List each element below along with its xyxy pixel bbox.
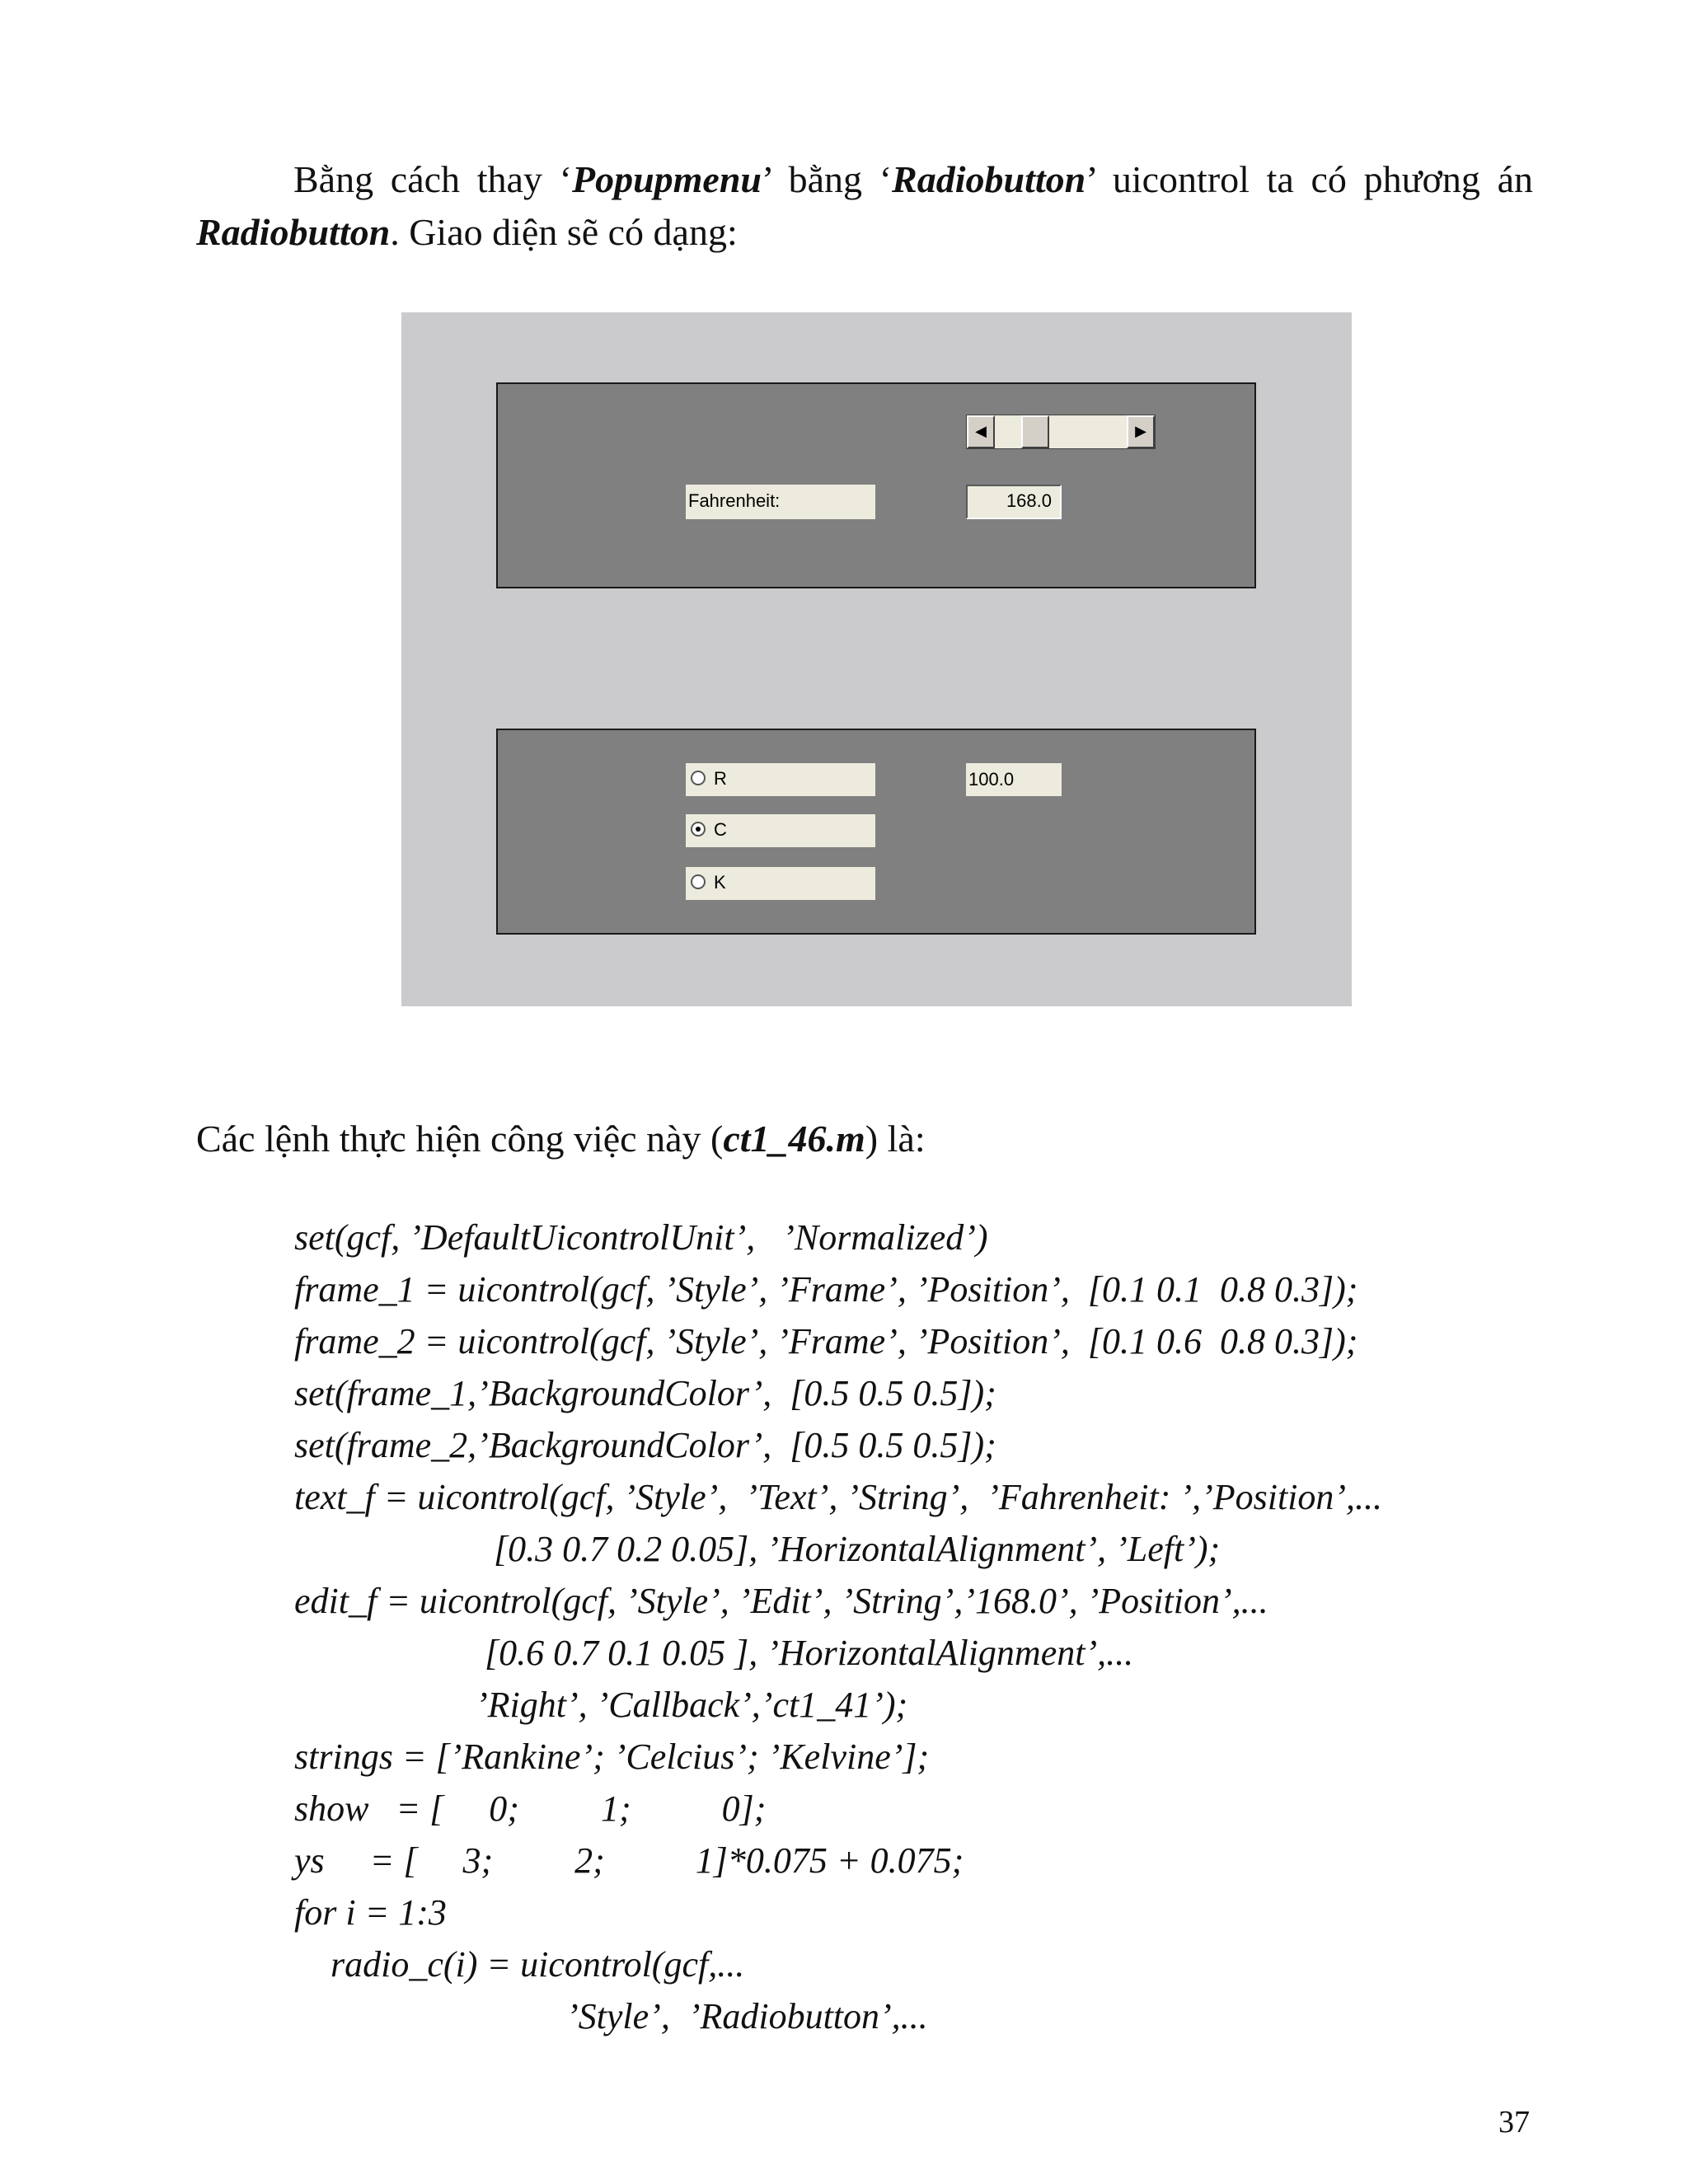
code-line: set(gcf, ’DefaultUicontrolUnit’, ’Normalized’) <box>294 1217 988 1258</box>
page-number: 37 <box>1498 2105 1530 2139</box>
radio-circle-icon <box>691 771 706 785</box>
code-line: radio_c(i) = uicontrol(gcf,... <box>294 1944 745 1985</box>
intro-term-popupmenu: Popupmenu <box>571 158 762 200</box>
code-line: [0.6 0.7 0.1 0.05 ], ’HorizontalAlignment’,... <box>294 1633 1134 1673</box>
converted-value: 100.0 <box>966 763 1062 796</box>
code-line: set(frame_2,’BackgroundColor’, [0.5 0.5 0.5]); <box>294 1425 996 1465</box>
commands-intro-end: ) là: <box>865 1118 926 1160</box>
slider-right-button[interactable] <box>1127 415 1155 448</box>
arrow-right-icon: ▶ <box>1135 423 1146 439</box>
intro-text-1: Bằng cách thay <box>293 158 560 200</box>
arrow-left-icon: ◀ <box>975 423 987 439</box>
code-line: ys = [ 3; 2; 1]*0.075 + 0.075; <box>294 1840 964 1881</box>
radio-r-label: R <box>714 768 727 789</box>
code-line: edit_f = uicontrol(gcf, ’Style’, ’Edit’, ’String’,’168.0’, ’Position’,... <box>294 1581 1268 1621</box>
frame-top <box>496 382 1256 588</box>
radio-c[interactable] <box>686 814 875 847</box>
intro-paragraph <box>196 153 1533 259</box>
intro-term-radiobutton-2: Radiobutton <box>196 211 391 253</box>
radio-selected-icon <box>691 822 706 837</box>
fahrenheit-edit[interactable]: 168.0 <box>966 485 1062 519</box>
code-line: strings = [’Rankine’; ’Celcius’; ’Kelvine’]; <box>294 1736 930 1777</box>
code-line: text_f = uicontrol(gcf, ’Style’, ’Text’, ’String’, ’Fahrenheit: ’,’Position’,... <box>294 1477 1383 1517</box>
intro-text-2: ’ bằng ‘ <box>762 158 893 200</box>
slider-thumb[interactable] <box>1021 415 1049 448</box>
fahrenheit-label: Fahrenheit: <box>686 485 875 519</box>
gui-figure <box>401 312 1352 1006</box>
radio-r[interactable] <box>686 763 875 796</box>
radio-c-label: C <box>714 819 727 840</box>
radio-k[interactable] <box>686 867 875 900</box>
commands-filename: ct1_46.m <box>723 1118 865 1160</box>
slider-left-button[interactable] <box>967 415 995 448</box>
code-line: [0.3 0.7 0.2 0.05], ’HorizontalAlignment’, ’Left’); <box>294 1529 1221 1569</box>
code-block <box>294 1212 1382 2042</box>
code-line: ’Right’, ’Callback’,’ct1_41’); <box>294 1685 908 1725</box>
code-line: ’Style’, ’Radiobutton’,... <box>294 1996 928 2036</box>
intro-text-3: ’ uicontrol ta có phương án <box>1085 158 1533 200</box>
intro-quote: ‘ <box>559 158 572 200</box>
intro-text-4: . Giao diện sẽ có dạng: <box>390 211 738 253</box>
code-line: frame_1 = uicontrol(gcf, ’Style’, ’Frame’, ’Position’, [0.1 0.1 0.8 0.3]); <box>294 1269 1358 1310</box>
radio-circle-icon <box>691 874 706 889</box>
code-line: set(frame_1,’BackgroundColor’, [0.5 0.5 0.5]); <box>294 1373 996 1413</box>
code-line: show = [ 0; 1; 0]; <box>294 1788 767 1829</box>
code-line: for i = 1:3 <box>294 1892 447 1933</box>
commands-intro-text: Các lệnh thực hiện công việc này ( <box>196 1118 724 1160</box>
commands-intro <box>196 1113 1533 1165</box>
frame-bottom <box>496 729 1256 935</box>
fahrenheit-slider[interactable] <box>966 415 1156 449</box>
radio-k-label: K <box>714 872 726 893</box>
code-line: frame_2 = uicontrol(gcf, ’Style’, ’Frame’, ’Position’, [0.1 0.6 0.8 0.3]); <box>294 1321 1358 1361</box>
intro-term-radiobutton: Radiobutton <box>892 158 1086 200</box>
